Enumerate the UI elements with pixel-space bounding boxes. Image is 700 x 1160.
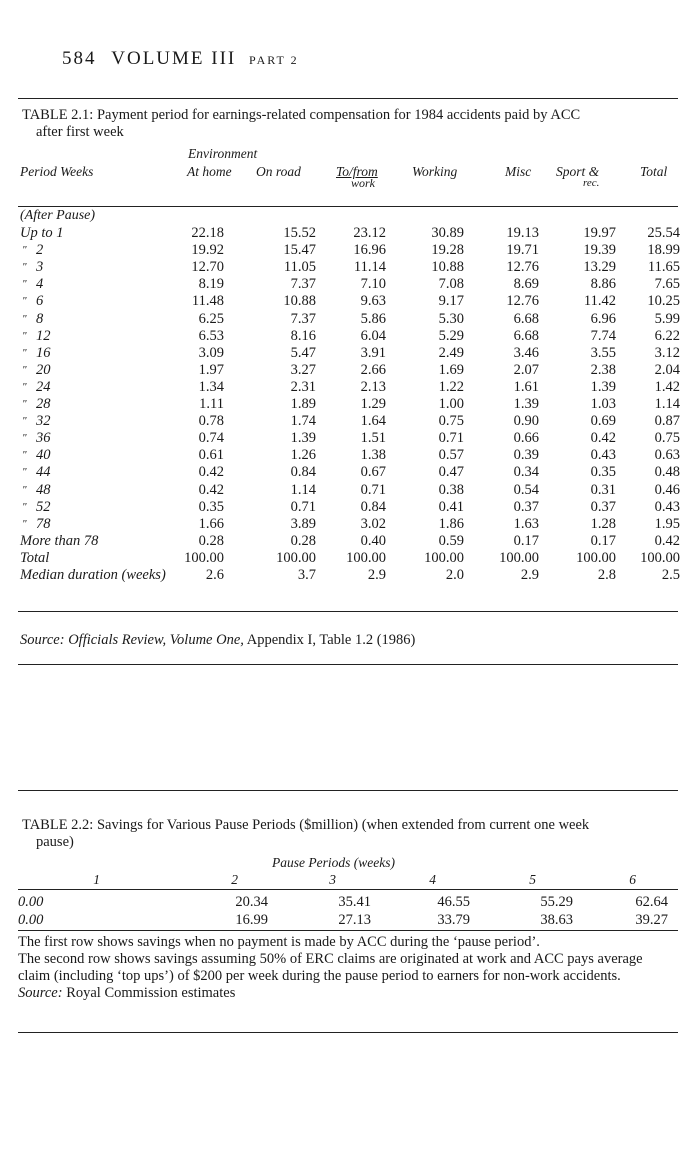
- row-label: Median duration (weeks): [20, 567, 166, 583]
- table-cell: 6.96: [590, 310, 616, 327]
- table-cell: 7.65: [654, 276, 680, 293]
- table-cell: 19.39: [583, 242, 616, 259]
- table2-group-header: Pause Periods (weeks): [272, 855, 395, 870]
- table-cell: 9.63: [360, 293, 386, 310]
- ditto-mark: ": [22, 295, 27, 308]
- ditto-mark: ": [22, 278, 27, 291]
- table-cell: 1.63: [513, 515, 539, 532]
- table-cell: 16.96: [353, 242, 386, 259]
- row-label: 48: [36, 481, 51, 498]
- table-cell: 15.47: [283, 242, 316, 259]
- table-cell: 2.5: [661, 567, 680, 583]
- table-cell: 11.48: [191, 293, 224, 310]
- table-cell: 62.64: [635, 894, 668, 910]
- table-cell: 5.99: [654, 310, 680, 327]
- table-cell: 11.14: [353, 259, 386, 276]
- table-cell: 0.57: [438, 447, 464, 464]
- table-cell: 6.53: [198, 327, 224, 344]
- table-cell: 2.66: [360, 361, 386, 378]
- table-cell: 0.66: [513, 430, 539, 447]
- table-cell: 30.89: [431, 225, 464, 241]
- table-cell: 10.25: [647, 293, 680, 310]
- table-cell: 0.38: [438, 481, 464, 498]
- table-cell: 100.00: [499, 549, 539, 566]
- table2-caption-line2: pause): [36, 834, 74, 850]
- row-label: 3: [36, 259, 44, 276]
- table-cell: 1.29: [360, 396, 386, 412]
- table-cell: 8.16: [290, 327, 316, 344]
- table-cell: 0.87: [654, 413, 680, 430]
- table-cell: 1.39: [590, 378, 616, 395]
- table-cell: 19.97: [583, 225, 616, 241]
- table-cell: 1.14: [290, 481, 316, 498]
- table2-col-header: 4: [429, 872, 436, 887]
- row-label: More than 78: [20, 532, 99, 549]
- ditto-mark: ": [22, 449, 27, 462]
- table1-col-sport: Sport &: [556, 164, 600, 179]
- table-cell: 1.34: [198, 378, 224, 395]
- table-cell: 2.31: [290, 378, 316, 395]
- ditto-mark: ": [22, 483, 27, 496]
- table-cell: 1.97: [198, 361, 224, 378]
- table-cell: 3.7: [297, 567, 316, 583]
- table-cell: 0.00: [18, 912, 44, 928]
- table-cell: 5.30: [438, 310, 464, 327]
- table-cell: 13.29: [583, 259, 616, 276]
- table-cell: 7.37: [290, 310, 316, 327]
- table-cell: 3.12: [654, 344, 680, 361]
- row-label: 28: [36, 396, 51, 412]
- table-cell: 2.0: [445, 567, 464, 583]
- ditto-mark: ": [22, 380, 27, 393]
- ditto-mark: ": [22, 312, 27, 325]
- row-label: 24: [36, 378, 51, 395]
- table-cell: 0.69: [590, 413, 616, 430]
- table-cell: 23.12: [353, 225, 386, 241]
- table-cell: 12.76: [506, 293, 539, 310]
- ditto-mark: ": [22, 329, 27, 342]
- table-cell: 0.59: [438, 532, 464, 549]
- row-label: 6: [36, 293, 44, 310]
- table2-source: [18, 985, 678, 1002]
- table-cell: 2.8: [597, 567, 616, 583]
- table-cell: 1.11: [199, 396, 224, 412]
- table-cell: 0.47: [438, 464, 464, 481]
- table-cell: 3.46: [513, 344, 539, 361]
- table2-bottom-rule: [18, 1032, 678, 1033]
- row-label: 16: [36, 344, 51, 361]
- table2-col-header: 1: [93, 872, 100, 887]
- table-cell: 3.89: [290, 515, 316, 532]
- table-cell: 0.71: [290, 498, 316, 515]
- table-cell: 0.17: [513, 532, 539, 549]
- table2-caption: [22, 817, 672, 851]
- table-cell: 0.17: [590, 532, 616, 549]
- table1-caption-line1: TABLE 2.1: Payment period for earnings-related compensation for 1984 accidents paid by ACC: [22, 107, 581, 123]
- ditto-mark: ": [22, 398, 27, 410]
- table-cell: 5.86: [360, 310, 386, 327]
- table-cell: 0.48: [654, 464, 680, 481]
- table2-header-rule: [18, 889, 678, 890]
- table-cell: 0.46: [654, 481, 680, 498]
- table-cell: 8.86: [590, 276, 616, 293]
- table-cell: 55.29: [540, 894, 573, 910]
- table-cell: 0.75: [654, 430, 680, 447]
- table2-source-prefix: Source:: [18, 985, 63, 1001]
- row-label: 8: [36, 310, 44, 327]
- table-cell: 0.42: [198, 464, 224, 481]
- table-cell: 3.55: [590, 344, 616, 361]
- table2-col-header: 5: [529, 872, 536, 887]
- table-cell: 0.67: [360, 464, 386, 481]
- table-cell: 1.14: [654, 396, 680, 412]
- table-cell: 1.39: [513, 396, 539, 412]
- table1-col-at-home: At home: [187, 164, 232, 179]
- volume-label: VOLUME III: [111, 48, 237, 69]
- table-cell: 100.00: [640, 549, 680, 566]
- row-label: 40: [36, 447, 51, 464]
- row-label: 36: [36, 430, 51, 447]
- table-cell: 0.42: [654, 532, 680, 549]
- table1-caption: [22, 107, 672, 141]
- table-cell: 1.39: [290, 430, 316, 447]
- table-cell: 0.63: [654, 447, 680, 464]
- table-cell: 6.22: [654, 327, 680, 344]
- table1-col-misc: Misc: [505, 164, 532, 179]
- row-label: 2: [36, 242, 44, 259]
- table-cell: 0.35: [590, 464, 616, 481]
- table-cell: 0.84: [290, 464, 316, 481]
- table-cell: 3.02: [360, 515, 386, 532]
- table-cell: 1.89: [290, 396, 316, 412]
- table-cell: 10.88: [431, 259, 464, 276]
- table-cell: 0.71: [360, 481, 386, 498]
- row-label: 4: [36, 276, 44, 293]
- table-cell: 8.69: [513, 276, 539, 293]
- table1-top-rule: [18, 98, 678, 99]
- ditto-mark: ": [22, 432, 27, 445]
- table-cell: 0.40: [360, 532, 386, 549]
- table-cell: 1.03: [590, 396, 616, 412]
- table-cell: 100.00: [576, 549, 616, 566]
- table2-top-rule: [18, 790, 678, 791]
- table-cell: 3.09: [198, 344, 224, 361]
- table-cell: 0.37: [590, 498, 616, 515]
- table2-col-header: 3: [329, 872, 336, 887]
- table-cell: 6.68: [513, 310, 539, 327]
- table-cell: 20.34: [235, 894, 268, 910]
- ditto-mark: ": [22, 415, 27, 428]
- table-cell: 1.22: [438, 378, 464, 395]
- table-cell: 38.63: [540, 912, 573, 928]
- table-cell: 6.04: [360, 327, 386, 344]
- table-cell: 0.43: [654, 498, 680, 515]
- ditto-mark: ": [22, 346, 27, 359]
- table-cell: 1.64: [360, 413, 386, 430]
- table-cell: 11.65: [647, 259, 680, 276]
- table-cell: 0.41: [438, 498, 464, 515]
- table-cell: 7.37: [290, 276, 316, 293]
- table-cell: 0.39: [513, 447, 539, 464]
- table-cell: 3.27: [290, 361, 316, 378]
- table-cell: 100.00: [424, 549, 464, 566]
- table1-col-on-road: On road: [256, 164, 301, 179]
- table-cell: 11.05: [283, 259, 316, 276]
- table2-caption-line1: TABLE 2.2: Savings for Various Pause Periods ($million) (when extended from current one week: [22, 817, 590, 833]
- table-cell: 2.6: [205, 567, 224, 583]
- table-cell: 100.00: [276, 549, 316, 566]
- table1-section-label: (After Pause): [20, 208, 96, 223]
- table-cell: 1.28: [590, 515, 616, 532]
- table1-source-prefix: Source:: [20, 632, 65, 648]
- page-header: [62, 48, 299, 70]
- row-label: 12: [36, 327, 51, 344]
- table-cell: 0.28: [198, 532, 224, 549]
- table-cell: 5.29: [438, 327, 464, 344]
- table-cell: 0.78: [198, 413, 224, 430]
- table-cell: 27.13: [338, 912, 371, 928]
- table2-col-header: 6: [629, 872, 636, 887]
- table-cell: 16.99: [235, 912, 268, 928]
- ditto-mark: ": [22, 500, 27, 513]
- table-cell: 1.69: [438, 361, 464, 378]
- table-cell: 2.9: [520, 567, 539, 583]
- table-cell: 12.76: [506, 259, 539, 276]
- table-cell: 2.38: [590, 361, 616, 378]
- table-cell: 0.34: [513, 464, 539, 481]
- table-cell: 0.75: [438, 413, 464, 430]
- table1-caption-line2: after first week: [36, 124, 124, 140]
- ditto-mark: ": [22, 244, 27, 257]
- table-cell: 0.71: [438, 430, 464, 447]
- table2-data-rule: [18, 930, 678, 931]
- row-label: Total: [20, 549, 50, 566]
- table-cell: 0.61: [198, 447, 224, 464]
- table1-col-period: Period Weeks: [20, 164, 94, 179]
- table1-header-rule: [18, 206, 678, 207]
- ditto-mark: ": [22, 261, 27, 274]
- table-cell: 1.42: [654, 378, 680, 395]
- table-cell: 35.41: [338, 894, 371, 910]
- table-cell: 1.51: [360, 430, 386, 447]
- row-label: 44: [36, 464, 51, 481]
- table-cell: 0.42: [198, 481, 224, 498]
- row-label: 52: [36, 498, 51, 515]
- table-cell: 7.74: [590, 327, 616, 344]
- table-cell: 1.95: [654, 515, 680, 532]
- table2-notes: [18, 934, 678, 1002]
- table1-end-rule: [18, 664, 678, 665]
- table-cell: 0.00: [18, 894, 44, 910]
- table-cell: 3.91: [360, 344, 386, 361]
- table1-col-to-from-work: work: [351, 176, 375, 190]
- table2-col-header: 2: [231, 872, 238, 887]
- table-cell: 2.49: [438, 344, 464, 361]
- page-number: 584: [62, 48, 97, 69]
- table-cell: 7.08: [438, 276, 464, 293]
- table-cell: 46.55: [437, 894, 470, 910]
- table-cell: 19.13: [506, 225, 539, 241]
- ditto-mark: ": [22, 517, 27, 530]
- ditto-mark: ": [22, 466, 27, 479]
- table-cell: 8.19: [198, 276, 224, 293]
- table-cell: 10.88: [283, 293, 316, 310]
- table-cell: 0.74: [198, 430, 224, 447]
- table1-col-to-from: To/from: [336, 164, 378, 179]
- table-cell: 25.54: [647, 225, 680, 241]
- table1-source-rest: Appendix I, Table 1.2 (1986): [246, 632, 416, 648]
- table-cell: 1.38: [360, 447, 386, 464]
- table-cell: 12.70: [191, 259, 224, 276]
- table-cell: 0.90: [513, 413, 539, 430]
- table2-source-rest: Royal Commission estimates: [66, 985, 236, 1001]
- table-cell: 1.61: [513, 378, 539, 395]
- table-cell: 6.68: [513, 327, 539, 344]
- table-cell: 1.66: [198, 515, 224, 532]
- table1-source-title: Officials Review, Volume One,: [68, 632, 244, 648]
- table-cell: 2.13: [360, 378, 386, 395]
- table-cell: 2.07: [513, 361, 539, 378]
- table-cell: 100.00: [346, 549, 386, 566]
- table-cell: 15.52: [283, 225, 316, 241]
- table-cell: 7.10: [360, 276, 386, 293]
- table-cell: 0.35: [198, 498, 224, 515]
- table-cell: 0.31: [590, 481, 616, 498]
- table-cell: 0.84: [360, 498, 386, 515]
- table-cell: 33.79: [437, 912, 470, 928]
- table-cell: 11.42: [583, 293, 616, 310]
- table-cell: 1.00: [438, 396, 464, 412]
- table-cell: 18.99: [647, 242, 680, 259]
- table-cell: 1.74: [290, 413, 316, 430]
- table-cell: 6.25: [198, 310, 224, 327]
- table2-note-2: The second row shows savings assuming 50% of ERC claims are originated at work and ACC pays average claim (including ‘top ups’) of $200 per week during the pause period to earners for non-work accidents.: [18, 951, 643, 984]
- table-cell: 100.00: [184, 549, 224, 566]
- table-cell: 5.47: [290, 344, 316, 361]
- table-cell: 19.92: [191, 242, 224, 259]
- table1-group-header: Environment: [188, 146, 258, 161]
- row-label: Up to 1: [20, 225, 64, 241]
- table-cell: 0.42: [590, 430, 616, 447]
- table-cell: 0.54: [513, 481, 539, 498]
- table-cell: 1.26: [290, 447, 316, 464]
- part-label: PART 2: [249, 53, 299, 67]
- table1-bottom-rule: [18, 611, 678, 612]
- table-cell: 2.04: [654, 361, 680, 378]
- row-label: 20: [36, 361, 51, 378]
- table-cell: 19.28: [431, 242, 464, 259]
- table1-col-total: Total: [640, 164, 668, 179]
- table1-col-working: Working: [412, 164, 458, 179]
- table-cell: 19.71: [506, 242, 539, 259]
- table-cell: 0.43: [590, 447, 616, 464]
- table-cell: 22.18: [191, 225, 224, 241]
- table-cell: 0.37: [513, 498, 539, 515]
- row-label: 78: [36, 515, 51, 532]
- row-label: 32: [36, 413, 51, 430]
- table1-col-sport-rec: rec.: [583, 177, 600, 189]
- table-cell: 2.9: [367, 567, 386, 583]
- table1-source: [20, 632, 415, 649]
- table-cell: 1.86: [438, 515, 464, 532]
- ditto-mark: ": [22, 363, 27, 376]
- table-cell: 39.27: [635, 912, 668, 928]
- table2-note-1: The first row shows savings when no payment is made by ACC during the ‘pause period’.: [18, 934, 540, 950]
- table-cell: 0.28: [290, 532, 316, 549]
- table-cell: 9.17: [438, 293, 464, 310]
